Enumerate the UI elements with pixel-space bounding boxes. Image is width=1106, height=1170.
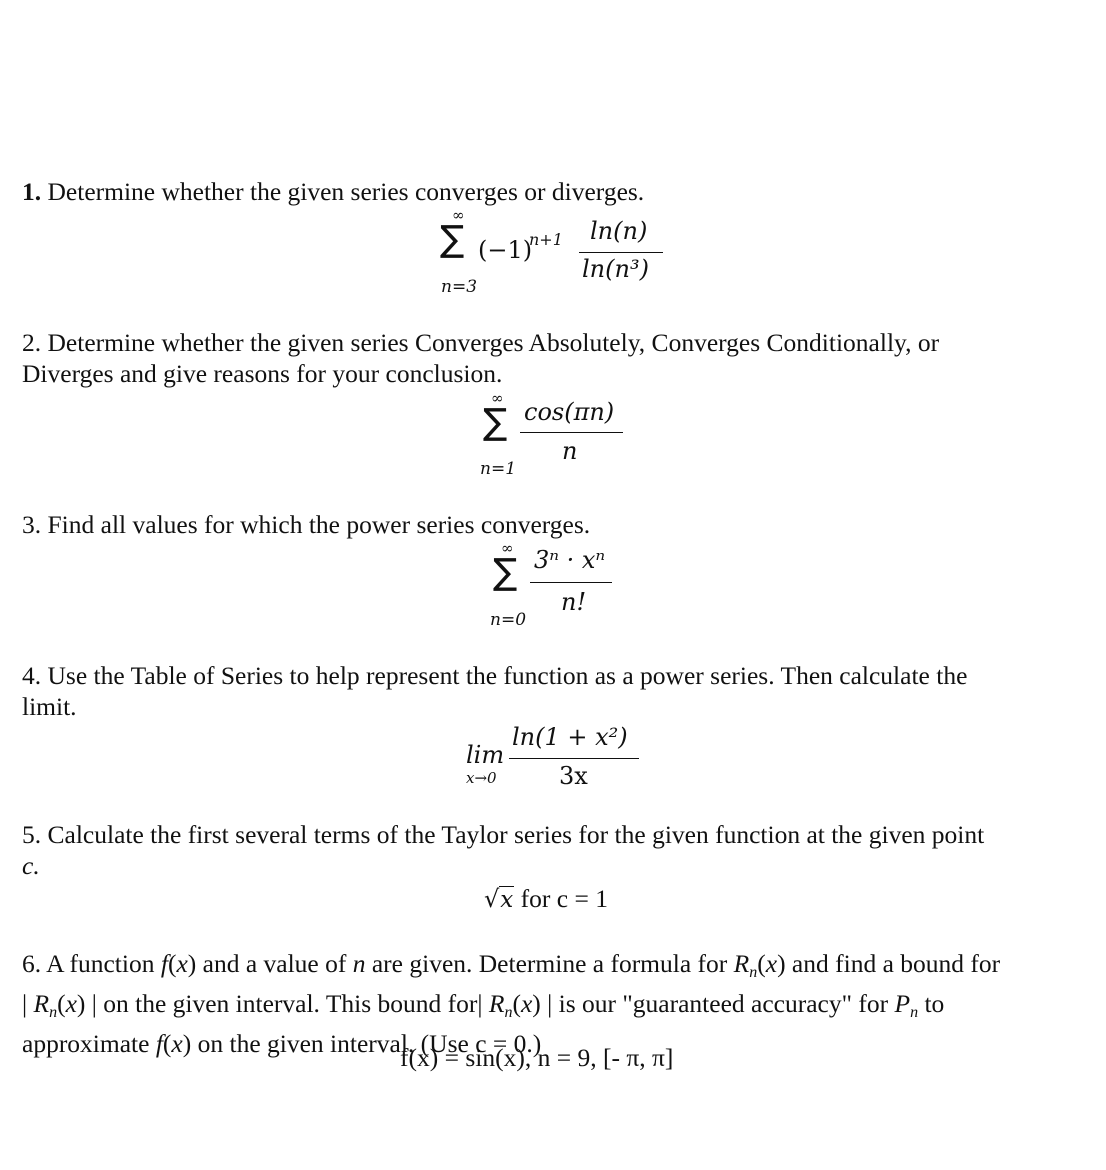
- fraction-bar: [509, 758, 639, 759]
- numerator: ln(1 + x²): [512, 723, 628, 751]
- problem-text-line1: 6. A function f(x) and a value of n are given. Determine a formula for $R_n(x)$ and find a bound for: [22, 949, 1001, 981]
- denominator: n!: [561, 588, 587, 616]
- problem-number: 4.: [22, 661, 42, 690]
- fraction-bar: [530, 582, 612, 583]
- sum-lower-limit: n=3: [441, 277, 478, 297]
- problem-number: 5.: [22, 820, 42, 849]
- numerator: 3ⁿ · xⁿ: [534, 546, 606, 574]
- problem-text-line2: c.: [22, 851, 40, 880]
- radical-sign: √: [484, 885, 500, 913]
- formula-rest: for c = 1: [520, 884, 608, 913]
- function-formula-6: f(x) = sin(x), n = 9, [- π, π]: [400, 1043, 674, 1072]
- denominator: n: [562, 437, 578, 465]
- problem-text-line1: Use the Table of Series to help represent the function as a power series. Then calculate the: [47, 661, 968, 690]
- problem-number: 3.: [22, 510, 42, 539]
- problem-text: Determine whether the given series converges or diverges.: [47, 177, 645, 206]
- radicand: x: [500, 887, 514, 913]
- factor: (−1): [478, 236, 533, 264]
- sigma-symbol: ∑: [483, 402, 508, 443]
- problem-2: [22, 327, 1092, 389]
- problem-text-line2: limit.: [22, 692, 77, 721]
- fraction-bar: [520, 432, 623, 433]
- lim-subscript: x→0: [466, 769, 497, 787]
- problem-text: Find all values for which the power series converges.: [47, 510, 591, 539]
- problem-text-line1: Calculate the first several terms of the Taylor series for the given function at the given point: [47, 820, 985, 849]
- sum-upper-limit: ∞: [452, 206, 465, 224]
- problem-text-line2: | $R_n(x)$ | on the given interval. This bound for| $R_n(x)$ | is our "guaranteed accuracy" for $P_n$ to: [22, 989, 945, 1021]
- lim-operator: lim: [466, 741, 505, 769]
- problem-number: 2.: [22, 328, 42, 357]
- problem-4: [22, 660, 1092, 722]
- sigma-symbol: ∑: [440, 219, 465, 260]
- numerator: cos(πn): [524, 398, 615, 426]
- fraction-bar: [579, 252, 663, 253]
- denominator: 3x: [559, 762, 588, 790]
- problem-text-line3: approximate f(x) on the given interval. (Use c = 0.): [22, 1029, 542, 1058]
- exponent: n+1: [529, 230, 563, 249]
- sum-lower-limit: n=1: [480, 459, 517, 479]
- sum-upper-limit: ∞: [501, 539, 514, 557]
- problem-1: [22, 176, 1092, 207]
- numerator: ln(n): [590, 217, 648, 245]
- sum-upper-limit: ∞: [491, 389, 504, 407]
- sum-lower-limit: n=0: [490, 610, 527, 630]
- problem-text-line1: Determine whether the given series Converges Absolutely, Converges Conditionally, or: [47, 328, 940, 357]
- problem-number: 1.: [22, 177, 42, 206]
- problem-text-line2: Diverges and give reasons for your conclusion.: [22, 359, 503, 388]
- sigma-symbol: ∑: [493, 552, 518, 593]
- taylor-formula-5: [484, 884, 608, 914]
- problem-5: [22, 819, 1092, 881]
- problem-3: [22, 509, 1092, 540]
- denominator: ln(n³): [582, 255, 649, 283]
